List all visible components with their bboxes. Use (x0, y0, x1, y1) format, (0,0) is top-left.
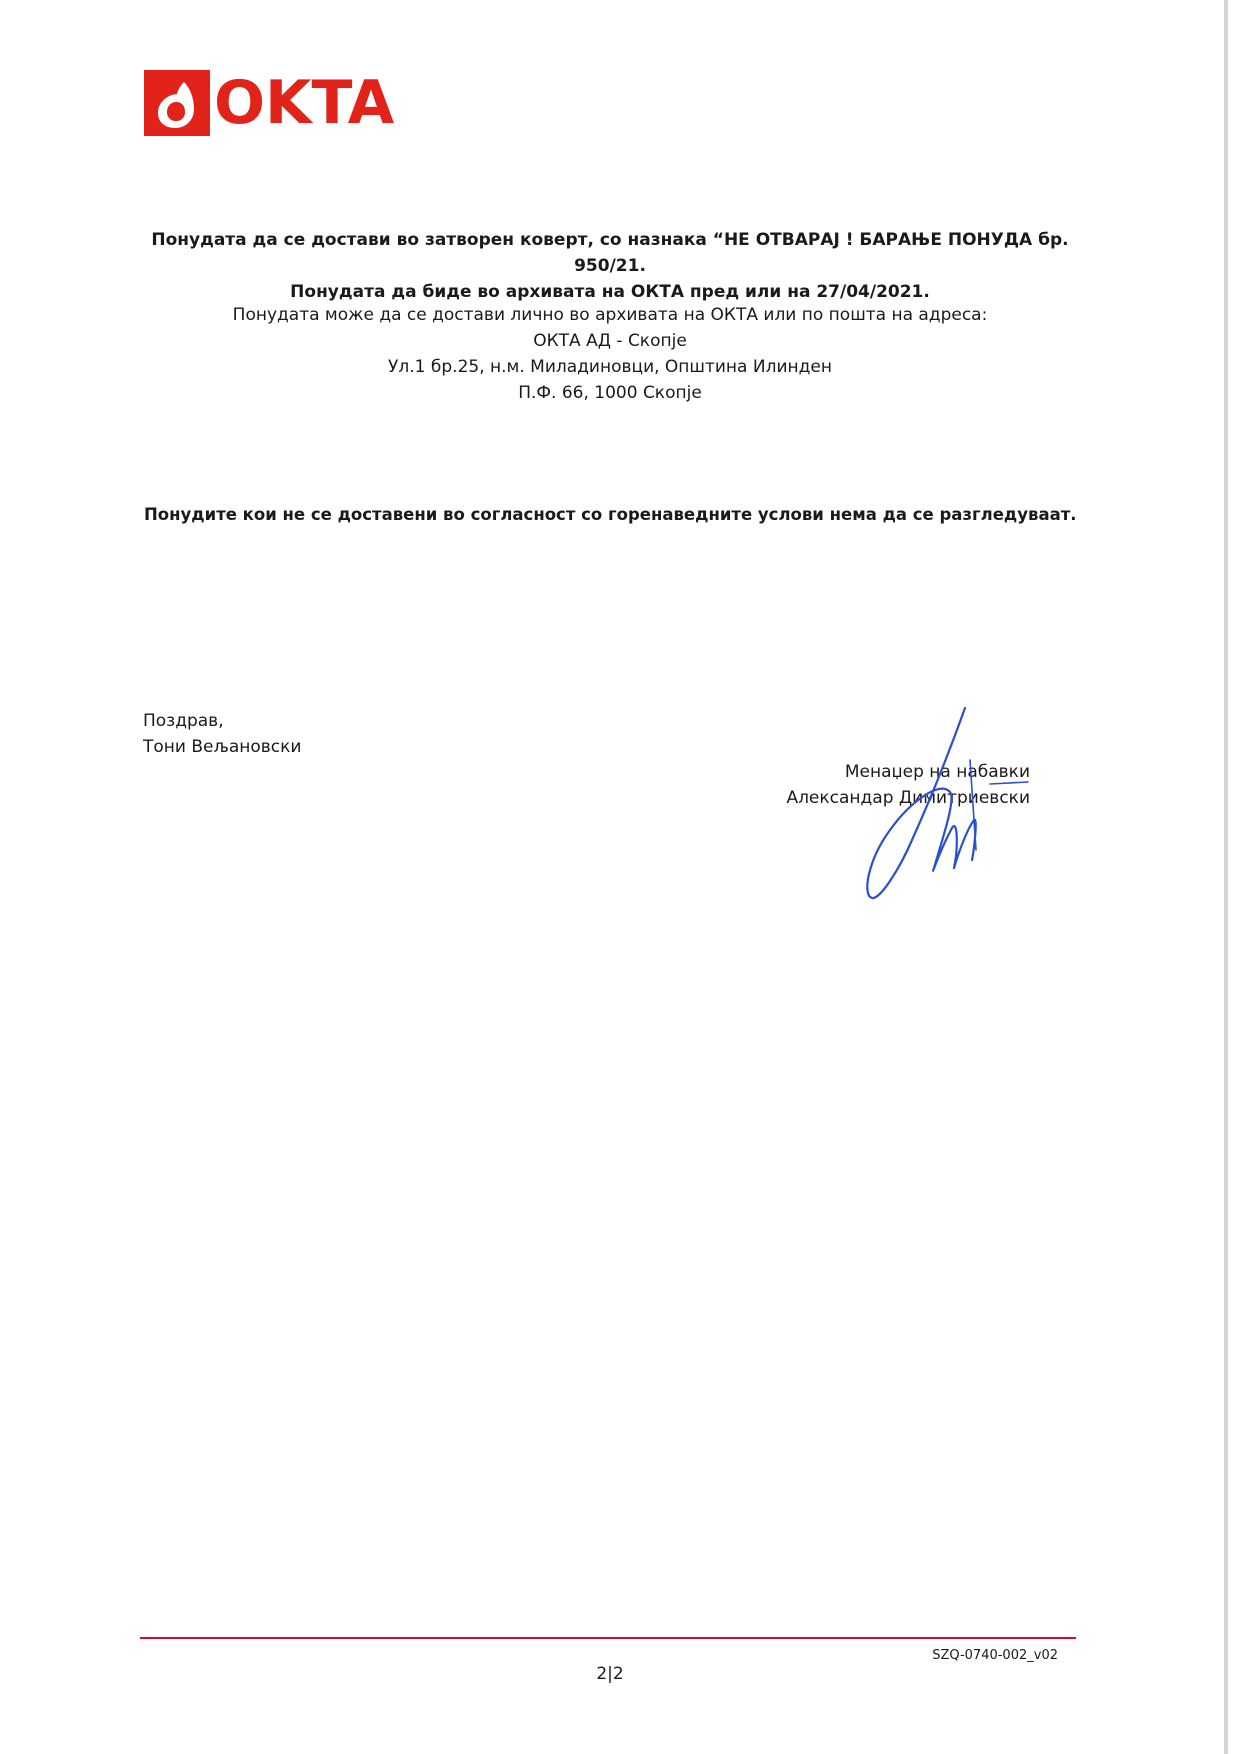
address-block (140, 302, 1080, 406)
instructions (140, 227, 1080, 305)
okta-logo (144, 70, 394, 136)
closing-name: Тони Вељановски (143, 737, 302, 757)
address-street: Ул.1 бр.25, н.м. Миладиновци, Општина Илинден (388, 357, 832, 377)
address-intro: Понудата може да се достави лично во архивата на ОКТА или по пошта на адреса: (232, 305, 988, 325)
warning-text: Понудите кои не се доставени во согласност со горенаведните услови нема да се разгледуваат. (144, 505, 1077, 524)
signatory-title: Менаџер на набавки (844, 762, 1030, 782)
document-code: SZQ-0740-002_v02 (932, 1648, 1058, 1663)
page-edge (1224, 0, 1228, 1754)
footer-divider (140, 1637, 1076, 1639)
logo-text: OKTA (214, 68, 395, 138)
handwritten-signature (850, 700, 1030, 910)
address-company: ОКТА АД - Скопје (533, 331, 687, 351)
closing (143, 708, 301, 760)
okta-drop-icon (144, 70, 210, 136)
page-number: 2|2 (596, 1664, 624, 1684)
closing-greeting: Поздрав, (143, 711, 224, 731)
signatory-name: Александар Димитриевски (786, 788, 1030, 808)
address-postal: П.Ф. 66, 1000 Скопје (518, 383, 702, 403)
instruction-line-2: Понудата да биде во архивата на ОКТА пред или на 27/04/2021. (290, 282, 930, 302)
instruction-line-1: Понудата да се достави во затворен коверт, со назнака “НЕ ОТВАРАЈ ! БАРАЊЕ ПОНУДА бр. 950/21. (151, 230, 1069, 276)
